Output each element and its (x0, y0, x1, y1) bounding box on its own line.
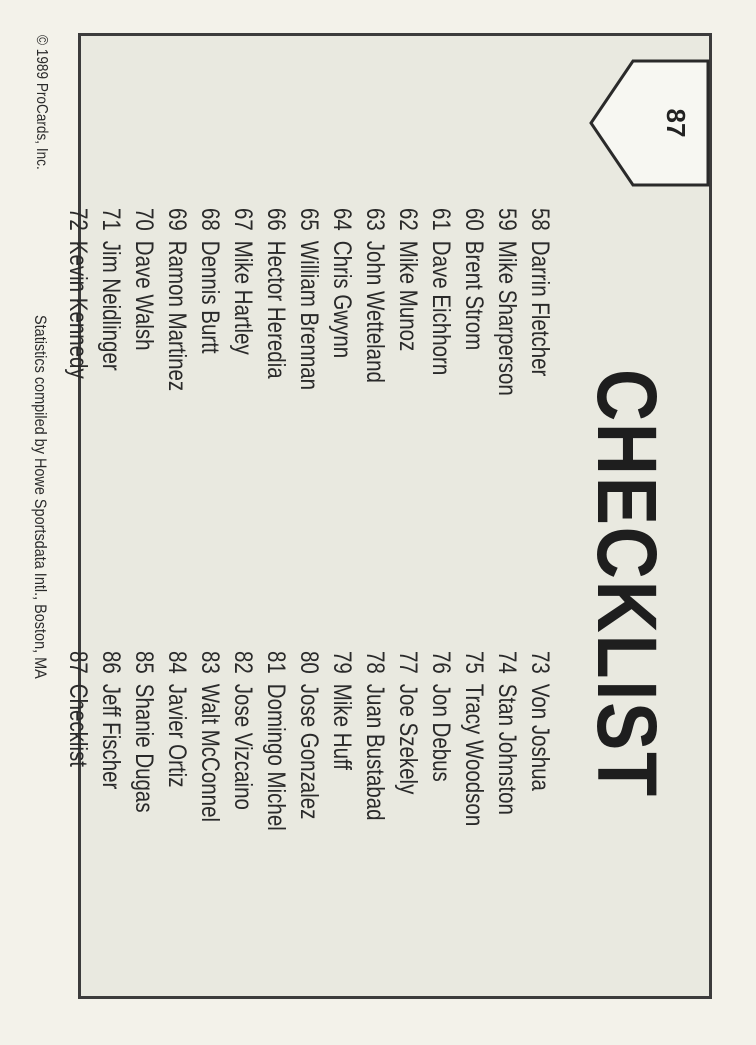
checklist-entry-name: Domingo Michel (262, 683, 290, 831)
checklist-entry (424, 208, 457, 396)
checklist-entry-number: 58 (526, 208, 554, 231)
checklist-entry-name: Mike Huff (328, 683, 356, 771)
checklist-entry (292, 651, 325, 831)
checklist-entry (226, 651, 259, 831)
checklist-entry-name: William Brennan (295, 240, 323, 391)
checklist-entry-name: Darrin Fletcher (526, 240, 554, 377)
checklist-entry-number: 63 (361, 208, 389, 231)
card-number-tab (587, 58, 711, 188)
checklist-entry-name: Brent Strom (460, 240, 488, 351)
checklist-entry-number: 79 (328, 651, 356, 674)
checklist-entry (226, 208, 259, 396)
card-number: 87 (661, 108, 691, 138)
checklist-entry (490, 208, 523, 396)
checklist-entry-number: 66 (262, 208, 290, 231)
checklist-entry (391, 208, 424, 396)
checklist-entry-name: Mike Munoz (394, 240, 422, 352)
checklist-entry (259, 651, 292, 831)
checklist-entry (523, 651, 556, 831)
checklist-entry (523, 208, 556, 396)
tab-shape (587, 58, 711, 188)
checklist-entry-number: 65 (295, 208, 323, 231)
checklist-entry (325, 651, 358, 831)
checklist-entry (358, 208, 391, 396)
checklist-entry-number: 69 (163, 208, 191, 231)
checklist-entry-number: 81 (262, 651, 290, 674)
checklist-entry-name: Jim Neidlinger (97, 240, 125, 371)
checklist-entry-name: Shanie Dugas (130, 683, 158, 813)
checklist-entry-name: Tracy Woodson (460, 683, 488, 827)
checklist-entry-name: Stan Johnston (493, 683, 521, 815)
checklist-entry (424, 651, 457, 831)
checklist-entry-number: 68 (196, 208, 224, 231)
checklist-entry-number: 83 (196, 651, 224, 674)
checklist-entry-number: 62 (394, 208, 422, 231)
checklist-entry-name: Kevin Kennedy (64, 240, 92, 379)
checklist-entry (94, 208, 127, 396)
checklist-entry-name: Von Joshua (526, 683, 554, 791)
checklist-entry-number: 70 (130, 208, 158, 231)
checklist-entry-name: Jose Vizcaino (229, 683, 257, 810)
checklist-entry-number: 82 (229, 651, 257, 674)
checklist-entry-name: Javier Ortiz (163, 683, 191, 788)
checklist-entry-number: 75 (460, 651, 488, 674)
statistics-credit: Statistics compiled by Howe Sportsdata Intl., Boston, MA (31, 315, 50, 679)
checklist-entry (193, 208, 226, 396)
checklist-entry (457, 651, 490, 831)
checklist-entry-name: Joe Szekely (394, 683, 422, 795)
checklist-entry (94, 651, 127, 831)
checklist-entry (292, 208, 325, 396)
checklist-right-column (61, 651, 556, 831)
card-frame (64, 33, 712, 999)
copyright-text: © 1989 ProCards, Inc. (33, 35, 50, 170)
checklist-entry (490, 651, 523, 831)
checklist-entry (160, 208, 193, 396)
checklist-entry-number: 74 (493, 651, 521, 674)
checklist-entry-name: Dave Walsh (130, 240, 158, 351)
checklist-entry-name: Jeff Fischer (97, 683, 125, 790)
checklist-entry-number: 61 (427, 208, 455, 231)
checklist-entry (259, 208, 292, 396)
checklist-entry-name: Checklist (64, 683, 92, 767)
checklist-entry (391, 651, 424, 831)
checklist-entry-name: Dennis Burtt (196, 240, 224, 354)
checklist-entry-number: 64 (328, 208, 356, 231)
checklist-entry-number: 73 (526, 651, 554, 674)
checklist-entry-number: 76 (427, 651, 455, 674)
checklist-entry-name: Chris Gwynn (328, 240, 356, 359)
checklist-entry (61, 208, 94, 396)
checklist-entry-number: 86 (97, 651, 125, 674)
checklist-entry-number: 80 (295, 651, 323, 674)
checklist-entry-number: 87 (64, 651, 92, 674)
checklist-entry-name: Mike Hartley (229, 240, 257, 355)
checklist-entry (127, 651, 160, 831)
checklist-entry-number: 84 (163, 651, 191, 674)
checklist-entry-name: Ramon Martinez (163, 240, 191, 392)
checklist-entry-number: 59 (493, 208, 521, 231)
checklist-entry-number: 78 (361, 651, 389, 674)
checklist-entry-name: Hector Heredia (262, 240, 290, 379)
checklist-entry (457, 208, 490, 396)
checklist-entry-number: 72 (64, 208, 92, 231)
checklist-entry-number: 60 (460, 208, 488, 231)
checklist-entry-name: Dave Eichhorn (427, 240, 455, 376)
checklist-entry-number: 71 (97, 208, 125, 231)
checklist-entry-number: 77 (394, 651, 422, 674)
checklist-left-column (61, 208, 556, 396)
checklist-entry (358, 651, 391, 831)
checklist-entry-number: 85 (130, 651, 158, 674)
checklist-entry-number: 67 (229, 208, 257, 231)
checklist-entry-name: John Wetteland (361, 240, 389, 383)
checklist-entry (127, 208, 160, 396)
checklist-entry (160, 651, 193, 831)
checklist-entry (61, 651, 94, 831)
checklist-entry (193, 651, 226, 831)
card-title: CHECKLIST (580, 369, 674, 798)
checklist-entry (325, 208, 358, 396)
checklist-entry-name: Walt McConnel (196, 683, 224, 823)
checklist-entry-name: Jose Gonzalez (295, 683, 323, 820)
checklist-entry-name: Juan Bustabad (361, 683, 389, 821)
checklist-entry-name: Mike Sharperson (493, 240, 521, 396)
checklist-entry-name: Jon Debus (427, 683, 455, 782)
